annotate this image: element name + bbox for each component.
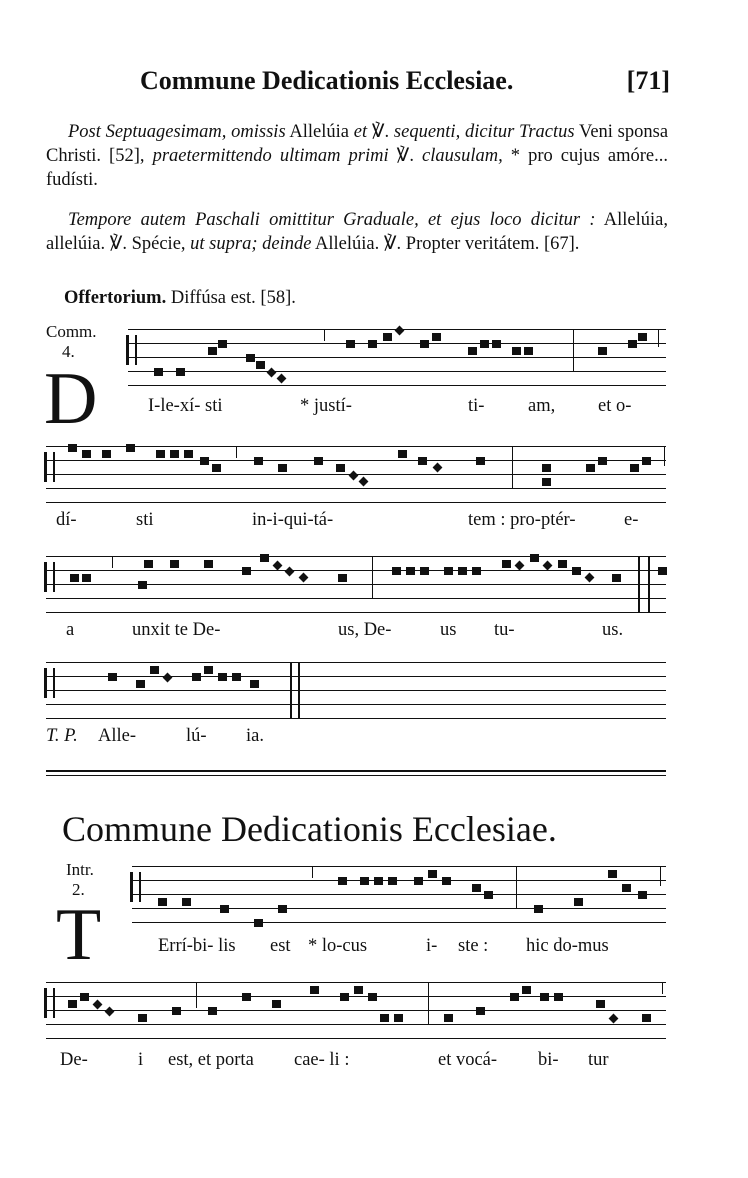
syllable: cae- li :: [294, 1050, 350, 1070]
neume-icon: [458, 567, 467, 575]
section-title: Commune Dedicationis Ecclesiae.: [62, 809, 557, 849]
neume-icon: [374, 877, 383, 885]
neume-icon: [242, 993, 251, 1001]
neume-icon: [80, 993, 89, 1001]
neume-icon: [406, 567, 415, 575]
neume-icon: [250, 680, 259, 688]
bar-line: [372, 556, 373, 599]
syllable: I-le-xí- sti: [148, 396, 223, 416]
syllable: ia.: [246, 726, 264, 746]
staff-introit-1: [132, 866, 666, 924]
bar-line: [428, 982, 429, 1025]
lyrics-communion-4: [46, 726, 668, 752]
bar-line: [662, 982, 663, 994]
syllable: a: [66, 620, 75, 640]
syllable: et o-: [598, 396, 632, 416]
syllable: i-: [426, 936, 438, 956]
staff-communion-4: [46, 662, 666, 720]
neume-icon: [522, 986, 531, 994]
bar-line: [648, 556, 650, 613]
drop-cap-d: D: [44, 358, 98, 440]
neume-icon: [192, 673, 201, 681]
neume-icon: [638, 891, 647, 899]
syllable: * lo-cus: [308, 936, 368, 956]
neume-icon: [176, 368, 185, 376]
neume-icon: [484, 891, 493, 899]
neume-icon: [383, 333, 392, 341]
syllable: unxit te De-: [132, 620, 221, 640]
rhombus-neume-icon: [299, 573, 309, 583]
neume-icon: [136, 680, 145, 688]
neume-icon: [138, 581, 147, 589]
rhombus-neume-icon: [105, 1007, 115, 1017]
neume-icon: [380, 1014, 389, 1022]
neume-icon: [144, 560, 153, 568]
bar-line: [290, 662, 292, 719]
bar-line: [658, 329, 659, 347]
bar-line: [638, 556, 640, 613]
neume-icon: [184, 450, 193, 458]
neume-icon: [278, 464, 287, 472]
rhombus-neume-icon: [277, 374, 287, 384]
neume-icon: [138, 1014, 147, 1022]
lyrics-communion-2: [46, 510, 668, 536]
neume-icon: [242, 567, 251, 575]
neume-icon: [170, 560, 179, 568]
offertory-label: Offertorium.: [64, 288, 167, 308]
neume-icon: [220, 905, 229, 913]
neume-icon: [182, 898, 191, 906]
neume-icon: [432, 333, 441, 341]
neume-icon: [246, 354, 255, 362]
lyrics-introit-1: [46, 936, 668, 962]
syllable: Errí-bi- lis: [158, 936, 236, 956]
rubric-septuagesima: [46, 120, 668, 192]
rhombus-neume-icon: [285, 567, 295, 577]
neume-icon: [254, 457, 263, 465]
neume-icon: [574, 898, 583, 906]
neume-icon: [540, 993, 549, 1001]
neume-icon: [392, 567, 401, 575]
bar-line: [324, 329, 325, 341]
drop-cap-t: T: [56, 894, 102, 976]
lyrics-communion-3: [46, 620, 668, 646]
neume-icon: [204, 666, 213, 674]
rhombus-neume-icon: [163, 673, 173, 683]
syllable: est: [270, 936, 291, 956]
neume-icon: [170, 450, 179, 458]
rubric-italic: praetermittendo ultimam primi: [152, 146, 389, 166]
syllable: lú-: [186, 726, 207, 746]
neume-icon: [414, 877, 423, 885]
neume-icon: [388, 877, 397, 885]
rubric-italic: ut supra; deinde: [190, 234, 312, 254]
staff-communion-3: [46, 556, 666, 614]
rhombus-neume-icon: [609, 1014, 619, 1024]
rubric-text: ℣.: [388, 146, 423, 166]
rhombus-neume-icon: [359, 477, 369, 487]
syllable: us.: [602, 620, 624, 640]
neume-icon: [398, 450, 407, 458]
rubric-text: ℣.: [367, 122, 394, 142]
neume-icon: [154, 368, 163, 376]
rhombus-neume-icon: [585, 573, 595, 583]
section-divider: [46, 770, 666, 772]
neume-icon: [658, 567, 667, 575]
neume-icon: [476, 1007, 485, 1015]
neume-icon: [126, 444, 135, 452]
page-number: [71]: [626, 66, 670, 95]
staff-communion-2: [46, 446, 666, 504]
syllable: et vocá-: [438, 1050, 498, 1070]
communion-label-text: Comm.: [46, 322, 97, 341]
rhombus-neume-icon: [93, 1000, 103, 1010]
syllable: bi-: [538, 1050, 559, 1070]
neume-icon: [338, 574, 347, 582]
lyrics-communion-1: [46, 396, 668, 422]
neume-icon: [442, 877, 451, 885]
c-clef-icon: [130, 872, 141, 902]
rubric-text: Allelúia. ℣. Propter veritátem. [67].: [311, 234, 580, 254]
neume-icon: [70, 574, 79, 582]
neume-icon: [472, 884, 481, 892]
neume-icon: [368, 340, 377, 348]
c-clef-icon: [44, 562, 55, 592]
syllable: De-: [60, 1050, 88, 1070]
neume-icon: [278, 905, 287, 913]
offertory-line: [64, 288, 296, 309]
neume-icon: [642, 457, 651, 465]
neume-icon: [108, 673, 117, 681]
syllable: est, et porta: [168, 1050, 254, 1070]
bar-line: [512, 446, 513, 489]
neume-icon: [502, 560, 511, 568]
communion-mode: 4.: [62, 342, 75, 361]
c-clef-icon: [44, 452, 55, 482]
neume-icon: [472, 567, 481, 575]
neume-icon: [642, 1014, 651, 1022]
neume-icon: [208, 347, 217, 355]
neume-icon: [82, 450, 91, 458]
neume-icon: [150, 666, 159, 674]
syllable: us, De-: [338, 620, 392, 640]
section-divider-thin: [46, 775, 666, 776]
syllable-tp: T. P.: [46, 726, 78, 746]
neume-icon: [492, 340, 501, 348]
c-clef-icon: [44, 988, 55, 1018]
bar-line: [312, 866, 313, 878]
page-title: Commune Dedicationis Ecclesiae.: [140, 66, 514, 95]
syllable: i: [138, 1050, 144, 1070]
syllable: sti: [136, 510, 154, 530]
neume-icon: [368, 993, 377, 1001]
neume-icon: [596, 1000, 605, 1008]
staff-communion-1: [128, 329, 666, 387]
neume-icon: [468, 347, 477, 355]
introit-label-text: Intr.: [66, 860, 94, 879]
neume-icon: [628, 340, 637, 348]
syllable: hic do-mus: [526, 936, 609, 956]
neume-icon: [336, 464, 345, 472]
neume-icon: [156, 450, 165, 458]
syllable: tur: [588, 1050, 609, 1070]
neume-icon: [260, 554, 269, 562]
syllable: Alle-: [98, 726, 137, 746]
c-clef-icon: [44, 668, 55, 698]
neume-icon: [256, 361, 265, 369]
c-clef-icon: [126, 335, 137, 365]
neume-icon: [272, 1000, 281, 1008]
neume-icon: [510, 993, 519, 1001]
neume-icon: [340, 993, 349, 1001]
syllable: us: [440, 620, 457, 640]
neume-icon: [586, 464, 595, 472]
neume-icon: [172, 1007, 181, 1015]
rubric-italic: clausulam,: [422, 146, 503, 166]
syllable: tu-: [494, 620, 515, 640]
neume-icon: [310, 986, 319, 994]
neume-icon: [212, 464, 221, 472]
neume-icon: [476, 457, 485, 465]
bar-line: [196, 982, 197, 1008]
neume-icon: [622, 884, 631, 892]
neume-icon: [82, 574, 91, 582]
syllable: e-: [624, 510, 639, 530]
introit-mode: 2.: [72, 880, 85, 899]
neume-icon: [338, 877, 347, 885]
neume-icon: [346, 340, 355, 348]
neume-icon: [630, 464, 639, 472]
neume-icon: [554, 993, 563, 1001]
neume-icon: [534, 905, 543, 913]
syllable: in-i-qui-tá-: [252, 510, 334, 530]
rhombus-neume-icon: [433, 463, 443, 473]
neume-icon: [598, 457, 607, 465]
rubric-paschal: [46, 208, 668, 256]
rubric-italic: Tempore autem Paschali omittitur Graduale, et ejus loco dicitur :: [68, 210, 596, 230]
neume-icon: [418, 457, 427, 465]
neume-icon: [638, 333, 647, 341]
neume-icon: [558, 560, 567, 568]
bar-line: [236, 446, 237, 458]
syllable: tem : pro-ptér-: [468, 510, 576, 530]
neume-icon: [512, 347, 521, 355]
rubric-text: Allelúia: [285, 122, 354, 142]
rhombus-neume-icon: [515, 561, 525, 571]
neume-icon: [530, 554, 539, 562]
neume-icon: [68, 444, 77, 452]
neume-icon: [218, 673, 227, 681]
rubric-text: * pro cujus amóre... fudísti.: [46, 146, 669, 190]
neume-icon: [314, 457, 323, 465]
staff-introit-2: [46, 982, 666, 1040]
neume-icon: [360, 877, 369, 885]
rhombus-neume-icon: [267, 368, 277, 378]
neume-icon: [524, 347, 533, 355]
lyrics-introit-2: [46, 1050, 668, 1076]
syllable: ste :: [458, 936, 489, 956]
communion-label: [46, 322, 126, 362]
neume-icon: [232, 673, 241, 681]
rhombus-neume-icon: [273, 561, 283, 571]
neume-icon: [208, 1007, 217, 1015]
neume-icon: [542, 478, 551, 486]
neume-icon: [68, 1000, 77, 1008]
rubric-italic: Post Septuagesimam, omissis: [68, 122, 286, 142]
neume-icon: [204, 560, 213, 568]
rhombus-neume-icon: [349, 471, 359, 481]
neume-icon: [394, 1014, 403, 1022]
neume-icon: [542, 464, 551, 472]
syllable: dí-: [56, 510, 77, 530]
neume-icon: [218, 340, 227, 348]
neume-icon: [598, 347, 607, 355]
bar-line: [664, 446, 665, 466]
neume-icon: [572, 567, 581, 575]
neume-icon: [480, 340, 489, 348]
neume-icon: [354, 986, 363, 994]
neume-icon: [608, 870, 617, 878]
bar-line: [573, 329, 574, 372]
neume-icon: [444, 1014, 453, 1022]
neume-icon: [612, 574, 621, 582]
rubric-italic: sequenti, dicitur Tractus: [393, 122, 575, 142]
bar-line: [660, 866, 661, 886]
neume-icon: [444, 567, 453, 575]
offertory-text: Diffúsa est. [58].: [166, 288, 296, 308]
bar-line: [112, 556, 113, 568]
syllable: am,: [528, 396, 556, 416]
neume-icon: [428, 870, 437, 878]
bar-line: [298, 662, 300, 719]
neume-icon: [158, 898, 167, 906]
syllable: * justí-: [300, 396, 352, 416]
rhombus-neume-icon: [543, 561, 553, 571]
syllable: ti-: [468, 396, 485, 416]
rubric-text: Allelúia, allelúia. ℣. Spécie,: [46, 210, 668, 254]
rubric-italic: et: [353, 122, 368, 142]
neume-icon: [200, 457, 209, 465]
neume-icon: [254, 919, 263, 927]
neume-icon: [420, 567, 429, 575]
bar-line: [516, 866, 517, 909]
neume-icon: [102, 450, 111, 458]
running-head: [140, 66, 670, 96]
neume-icon: [420, 340, 429, 348]
rhombus-neume-icon: [395, 326, 405, 336]
rubric-text: Veni sponsa Christi. [52],: [46, 122, 669, 166]
